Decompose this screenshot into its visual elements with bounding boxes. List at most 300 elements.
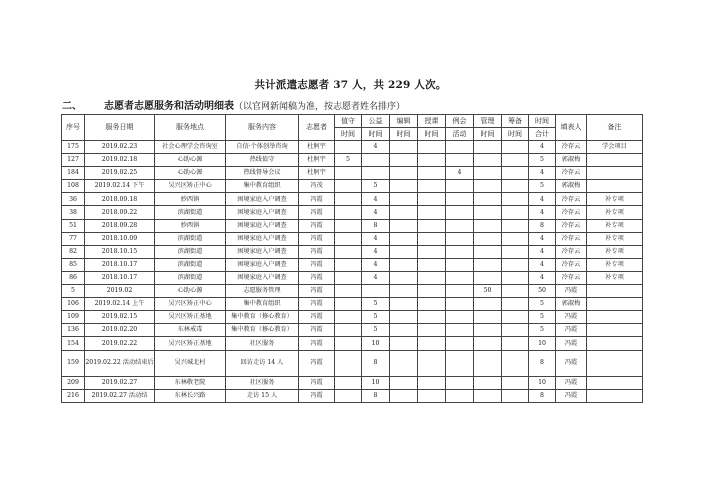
cell-public: 10 bbox=[362, 376, 390, 389]
cell-place: 滨湖街道 bbox=[155, 245, 226, 258]
cell-manage bbox=[474, 232, 502, 245]
cell-seq: 127 bbox=[62, 154, 85, 167]
cell-edit bbox=[390, 258, 418, 271]
cell-total: 4 bbox=[529, 245, 556, 258]
cell-filler: 冷存云 bbox=[556, 167, 587, 180]
cell-remark bbox=[587, 324, 643, 337]
cell-fund bbox=[502, 245, 529, 258]
cell-seq: 106 bbox=[62, 298, 85, 311]
cell-meeting bbox=[446, 376, 474, 389]
cell-public: 10 bbox=[362, 337, 390, 350]
table-row bbox=[62, 324, 643, 337]
cell-meeting bbox=[446, 258, 474, 271]
cell-filler: 冯霞 bbox=[556, 337, 587, 350]
cell-date: 2019.02.27 bbox=[85, 376, 155, 389]
cell-manage bbox=[474, 245, 502, 258]
cell-fund bbox=[502, 193, 529, 206]
cell-public: 5 bbox=[362, 324, 390, 337]
cell-total: 4 bbox=[529, 167, 556, 180]
cell-teach bbox=[418, 232, 446, 245]
cell-duty bbox=[335, 337, 362, 350]
cell-seq: 216 bbox=[62, 389, 85, 402]
table-row bbox=[62, 206, 643, 219]
table-row bbox=[62, 193, 643, 206]
cell-edit bbox=[390, 141, 418, 154]
cell-teach bbox=[418, 180, 446, 193]
cell-remark bbox=[587, 389, 643, 402]
cell-filler: 郭淑梅 bbox=[556, 180, 587, 193]
cell-fund bbox=[502, 258, 529, 271]
cell-content: 社区服务 bbox=[226, 337, 299, 350]
cell-volunteer: 冯霞 bbox=[299, 311, 335, 324]
cell-filler: 郭淑梅 bbox=[556, 298, 587, 311]
header-content: 服务内容 bbox=[226, 115, 299, 141]
header-date: 服务日期 bbox=[85, 115, 155, 141]
cell-manage bbox=[474, 337, 502, 350]
cell-duty bbox=[335, 376, 362, 389]
cell-duty bbox=[335, 389, 362, 402]
cell-meeting bbox=[446, 245, 474, 258]
cell-meeting bbox=[446, 219, 474, 232]
cell-teach bbox=[418, 311, 446, 324]
cell-teach bbox=[418, 285, 446, 298]
cell-place: 吴兴区矫正中心 bbox=[155, 298, 226, 311]
cell-content: 集中教育组织 bbox=[226, 298, 299, 311]
cell-date: 2018.10.17 bbox=[85, 258, 155, 271]
header-edit-line1: 编辑 bbox=[390, 115, 418, 128]
table-row bbox=[62, 180, 643, 193]
cell-date: 2019.02.23 bbox=[85, 141, 155, 154]
cell-fund bbox=[502, 350, 529, 376]
table-row bbox=[62, 271, 643, 284]
cell-remark: 补专项 bbox=[587, 245, 643, 258]
cell-manage: 50 bbox=[474, 285, 502, 298]
header-edit-line2: 时间 bbox=[390, 128, 418, 141]
cell-total: 5 bbox=[529, 154, 556, 167]
cell-duty bbox=[335, 298, 362, 311]
cell-teach bbox=[418, 193, 446, 206]
cell-total: 4 bbox=[529, 141, 556, 154]
cell-fund bbox=[502, 298, 529, 311]
cell-fund bbox=[502, 206, 529, 219]
cell-seq: 159 bbox=[62, 350, 85, 376]
cell-place: 东林长兴路 bbox=[155, 389, 226, 402]
cell-place: 社会心理学会咨询室 bbox=[155, 141, 226, 154]
cell-place: 滨湖街道 bbox=[155, 206, 226, 219]
cell-volunteer: 冯霞 bbox=[299, 193, 335, 206]
cell-date: 2019.02.20 bbox=[85, 324, 155, 337]
cell-remark bbox=[587, 298, 643, 311]
cell-remark bbox=[587, 350, 643, 376]
cell-date: 2018.10.15 bbox=[85, 245, 155, 258]
cell-manage bbox=[474, 154, 502, 167]
cell-total: 8 bbox=[529, 389, 556, 402]
cell-remark: 补专项 bbox=[587, 258, 643, 271]
table-row bbox=[62, 298, 643, 311]
header-place: 服务地点 bbox=[155, 115, 226, 141]
cell-edit bbox=[390, 324, 418, 337]
table-row bbox=[62, 311, 643, 324]
cell-seq: 209 bbox=[62, 376, 85, 389]
header-fund-line2: 时间 bbox=[502, 128, 529, 141]
cell-edit bbox=[390, 285, 418, 298]
cell-fund bbox=[502, 154, 529, 167]
cell-fund bbox=[502, 167, 529, 180]
cell-meeting bbox=[446, 154, 474, 167]
cell-seq: 5 bbox=[62, 285, 85, 298]
header-meeting-line2: 活动 bbox=[446, 128, 474, 141]
cell-fund bbox=[502, 232, 529, 245]
cell-fund bbox=[502, 219, 529, 232]
cell-content: 热线值守 bbox=[226, 154, 299, 167]
cell-filler: 冷存云 bbox=[556, 219, 587, 232]
cell-seq: 77 bbox=[62, 232, 85, 245]
cell-duty bbox=[335, 232, 362, 245]
cell-seq: 38 bbox=[62, 206, 85, 219]
cell-public: 8 bbox=[362, 350, 390, 376]
header-total-line1: 时间 bbox=[529, 115, 556, 128]
cell-date: 2019.02.18 bbox=[85, 154, 155, 167]
cell-place: 心助心源 bbox=[155, 285, 226, 298]
cell-fund bbox=[502, 141, 529, 154]
cell-total: 50 bbox=[529, 285, 556, 298]
section-heading bbox=[62, 97, 405, 112]
cell-teach bbox=[418, 141, 446, 154]
cell-content: 困境家庭入户调查 bbox=[226, 232, 299, 245]
cell-edit bbox=[390, 154, 418, 167]
cell-edit bbox=[390, 350, 418, 376]
cell-meeting bbox=[446, 193, 474, 206]
cell-manage bbox=[474, 206, 502, 219]
cell-remark: 补专项 bbox=[587, 193, 643, 206]
cell-date: 2019.02.25 bbox=[85, 167, 155, 180]
cell-place: 心助心源 bbox=[155, 167, 226, 180]
cell-manage bbox=[474, 324, 502, 337]
cell-public bbox=[362, 154, 390, 167]
cell-filler: 冯霞 bbox=[556, 324, 587, 337]
cell-public: 5 bbox=[362, 298, 390, 311]
cell-content: 社区服务 bbox=[226, 376, 299, 389]
table-row bbox=[62, 389, 643, 402]
cell-manage bbox=[474, 311, 502, 324]
cell-duty: 5 bbox=[335, 154, 362, 167]
header-public-line2: 时间 bbox=[362, 128, 390, 141]
cell-fund bbox=[502, 271, 529, 284]
cell-public: 4 bbox=[362, 141, 390, 154]
cell-date: 2019.02 bbox=[85, 285, 155, 298]
cell-volunteer: 杜舸宇 bbox=[299, 141, 335, 154]
cell-duty bbox=[335, 324, 362, 337]
cell-teach bbox=[418, 167, 446, 180]
cell-remark: 补专项 bbox=[587, 232, 643, 245]
cell-public: 4 bbox=[362, 232, 390, 245]
cell-fund bbox=[502, 180, 529, 193]
cell-volunteer: 冯霞 bbox=[299, 219, 335, 232]
cell-public bbox=[362, 167, 390, 180]
cell-public: 4 bbox=[362, 258, 390, 271]
cell-meeting bbox=[446, 271, 474, 284]
header-total-line2: 合计 bbox=[529, 128, 556, 141]
cell-meeting bbox=[446, 180, 474, 193]
cell-edit bbox=[390, 232, 418, 245]
cell-meeting bbox=[446, 337, 474, 350]
table-row bbox=[62, 245, 643, 258]
header-volunteer: 志愿者 bbox=[299, 115, 335, 141]
cell-teach bbox=[418, 389, 446, 402]
header-teach-line1: 授课 bbox=[418, 115, 446, 128]
cell-total: 10 bbox=[529, 337, 556, 350]
cell-volunteer: 冯霞 bbox=[299, 206, 335, 219]
cell-meeting bbox=[446, 141, 474, 154]
cell-public bbox=[362, 285, 390, 298]
cell-total: 4 bbox=[529, 232, 556, 245]
cell-remark: 补专项 bbox=[587, 219, 643, 232]
cell-edit bbox=[390, 245, 418, 258]
cell-teach bbox=[418, 337, 446, 350]
cell-filler: 冷存云 bbox=[556, 258, 587, 271]
cell-place: 滨湖街道 bbox=[155, 232, 226, 245]
cell-filler: 冯霞 bbox=[556, 376, 587, 389]
header-filler: 填表人 bbox=[556, 115, 587, 141]
cell-content: 走访 15 人 bbox=[226, 389, 299, 402]
cell-content: 集中教育组织 bbox=[226, 180, 299, 193]
cell-total: 5 bbox=[529, 311, 556, 324]
cell-teach bbox=[418, 154, 446, 167]
cell-content: 回访走访 14 人 bbox=[226, 350, 299, 376]
cell-volunteer: 冯霞 bbox=[299, 350, 335, 376]
cell-date: 2019.02.22 bbox=[85, 337, 155, 350]
cell-seq: 36 bbox=[62, 193, 85, 206]
cell-total: 4 bbox=[529, 193, 556, 206]
cell-filler: 冷存云 bbox=[556, 206, 587, 219]
cell-total: 5 bbox=[529, 180, 556, 193]
cell-duty bbox=[335, 350, 362, 376]
cell-edit bbox=[390, 193, 418, 206]
cell-total: 4 bbox=[529, 271, 556, 284]
cell-content: 困境家庭入户调查 bbox=[226, 206, 299, 219]
cell-remark bbox=[587, 311, 643, 324]
cell-remark bbox=[587, 285, 643, 298]
cell-seq: 86 bbox=[62, 271, 85, 284]
header-fund-line1: 筹备 bbox=[502, 115, 529, 128]
cell-place: 妙西镇 bbox=[155, 219, 226, 232]
cell-duty bbox=[335, 219, 362, 232]
cell-teach bbox=[418, 258, 446, 271]
cell-filler: 冷存云 bbox=[556, 271, 587, 284]
cell-manage bbox=[474, 298, 502, 311]
cell-place: 滨湖街道 bbox=[155, 258, 226, 271]
cell-date: 2018.10.09 bbox=[85, 232, 155, 245]
cell-teach bbox=[418, 219, 446, 232]
cell-volunteer: 冯茂 bbox=[299, 180, 335, 193]
cell-volunteer: 杜舸宇 bbox=[299, 167, 335, 180]
cell-manage bbox=[474, 258, 502, 271]
cell-fund bbox=[502, 324, 529, 337]
cell-meeting: 4 bbox=[446, 167, 474, 180]
cell-teach bbox=[418, 324, 446, 337]
cell-fund bbox=[502, 311, 529, 324]
cell-edit bbox=[390, 206, 418, 219]
cell-meeting bbox=[446, 285, 474, 298]
cell-remark: 补专项 bbox=[587, 206, 643, 219]
cell-total: 10 bbox=[529, 376, 556, 389]
cell-filler: 冯霞 bbox=[556, 389, 587, 402]
cell-meeting bbox=[446, 232, 474, 245]
cell-edit bbox=[390, 271, 418, 284]
cell-duty bbox=[335, 311, 362, 324]
cell-seq: 85 bbox=[62, 258, 85, 271]
cell-place: 心助心源 bbox=[155, 154, 226, 167]
cell-manage bbox=[474, 141, 502, 154]
cell-edit bbox=[390, 337, 418, 350]
cell-date: 2018.09.22 bbox=[85, 206, 155, 219]
cell-public: 8 bbox=[362, 219, 390, 232]
cell-edit bbox=[390, 376, 418, 389]
cell-public: 4 bbox=[362, 193, 390, 206]
cell-remark: 补专项 bbox=[587, 271, 643, 284]
header-public-line1: 公益 bbox=[362, 115, 390, 128]
cell-duty bbox=[335, 271, 362, 284]
cell-content: 自信·个体创举咨询 bbox=[226, 141, 299, 154]
cell-teach bbox=[418, 298, 446, 311]
cell-total: 8 bbox=[529, 350, 556, 376]
header-duty-line2: 时间 bbox=[335, 128, 362, 141]
cell-edit bbox=[390, 311, 418, 324]
cell-fund bbox=[502, 337, 529, 350]
cell-teach bbox=[418, 376, 446, 389]
cell-date: 2019.02.27 活动结 bbox=[85, 389, 155, 402]
header-manage-line1: 管理 bbox=[474, 115, 502, 128]
cell-content: 困境家庭入户调查 bbox=[226, 245, 299, 258]
cell-date: 2018.09.18 bbox=[85, 193, 155, 206]
cell-date: 2018.10.17 bbox=[85, 271, 155, 284]
cell-remark bbox=[587, 180, 643, 193]
cell-public: 4 bbox=[362, 206, 390, 219]
cell-volunteer: 冯霞 bbox=[299, 324, 335, 337]
cell-teach bbox=[418, 206, 446, 219]
cell-date: 2019.02.14 下午 bbox=[85, 180, 155, 193]
cell-filler: 冯霞 bbox=[556, 285, 587, 298]
cell-volunteer: 冯霞 bbox=[299, 232, 335, 245]
table-row bbox=[62, 258, 643, 271]
header-row bbox=[62, 115, 643, 128]
cell-remark bbox=[587, 376, 643, 389]
cell-filler: 郭淑梅 bbox=[556, 154, 587, 167]
cell-content: 热线督导会议 bbox=[226, 167, 299, 180]
table-row bbox=[62, 219, 643, 232]
cell-place: 滨湖街道 bbox=[155, 271, 226, 284]
cell-manage bbox=[474, 167, 502, 180]
header-teach-line2: 时间 bbox=[418, 128, 446, 141]
section-title: 志愿者志愿服务和活动明细表 bbox=[104, 101, 234, 112]
cell-public: 5 bbox=[362, 180, 390, 193]
cell-remark: 学会项目 bbox=[587, 141, 643, 154]
cell-edit bbox=[390, 219, 418, 232]
cell-fund bbox=[502, 376, 529, 389]
cell-seq: 154 bbox=[62, 337, 85, 350]
cell-duty bbox=[335, 206, 362, 219]
cell-volunteer: 杜舸宇 bbox=[299, 154, 335, 167]
section-number: 二、 bbox=[62, 101, 82, 112]
table-body bbox=[62, 141, 643, 403]
cell-filler: 冷存云 bbox=[556, 232, 587, 245]
cell-meeting bbox=[446, 298, 474, 311]
cell-manage bbox=[474, 376, 502, 389]
cell-duty bbox=[335, 258, 362, 271]
table-row bbox=[62, 167, 643, 180]
cell-edit bbox=[390, 298, 418, 311]
cell-total: 5 bbox=[529, 298, 556, 311]
cell-manage bbox=[474, 219, 502, 232]
cell-seq: 175 bbox=[62, 141, 85, 154]
cell-manage bbox=[474, 389, 502, 402]
cell-manage bbox=[474, 180, 502, 193]
cell-total: 4 bbox=[529, 206, 556, 219]
cell-total: 8 bbox=[529, 219, 556, 232]
cell-content: 困境家庭入户调查 bbox=[226, 193, 299, 206]
cell-place: 东林敬老院 bbox=[155, 376, 226, 389]
cell-place: 吴兴城北村 bbox=[155, 350, 226, 376]
cell-duty bbox=[335, 193, 362, 206]
cell-volunteer: 冯霞 bbox=[299, 389, 335, 402]
cell-date: 2019.02.14 上午 bbox=[85, 298, 155, 311]
cell-date: 2019.02.22 活动结束后 bbox=[85, 350, 155, 376]
cell-edit bbox=[390, 167, 418, 180]
cell-duty bbox=[335, 245, 362, 258]
cell-content: 困境家庭入户调查 bbox=[226, 271, 299, 284]
cell-meeting bbox=[446, 324, 474, 337]
cell-place: 妙西镇 bbox=[155, 193, 226, 206]
cell-filler: 冯霞 bbox=[556, 311, 587, 324]
cell-duty bbox=[335, 141, 362, 154]
cell-fund bbox=[502, 389, 529, 402]
cell-volunteer: 冯霞 bbox=[299, 258, 335, 271]
cell-public: 8 bbox=[362, 389, 390, 402]
header-duty-line1: 值守 bbox=[335, 115, 362, 128]
table-row bbox=[62, 285, 643, 298]
cell-meeting bbox=[446, 206, 474, 219]
cell-seq: 184 bbox=[62, 167, 85, 180]
cell-public: 4 bbox=[362, 271, 390, 284]
table-row bbox=[62, 232, 643, 245]
volunteer-service-table bbox=[61, 114, 643, 403]
table-row bbox=[62, 350, 643, 376]
cell-public: 5 bbox=[362, 311, 390, 324]
cell-manage bbox=[474, 350, 502, 376]
header-meeting-line1: 例会 bbox=[446, 115, 474, 128]
section-note: （以官网新闻稿为准，按志愿者姓名排序） bbox=[234, 102, 406, 112]
cell-manage bbox=[474, 193, 502, 206]
cell-volunteer: 冯霞 bbox=[299, 285, 335, 298]
table-row bbox=[62, 141, 643, 154]
cell-edit bbox=[390, 389, 418, 402]
cell-filler: 冯霞 bbox=[556, 350, 587, 376]
cell-meeting bbox=[446, 350, 474, 376]
cell-meeting bbox=[446, 311, 474, 324]
cell-duty bbox=[335, 180, 362, 193]
cell-filler: 冷存云 bbox=[556, 141, 587, 154]
cell-public: 4 bbox=[362, 245, 390, 258]
cell-volunteer: 冯霞 bbox=[299, 245, 335, 258]
header-manage-line2: 时间 bbox=[474, 128, 502, 141]
cell-content: 困境家庭入户调查 bbox=[226, 219, 299, 232]
cell-seq: 108 bbox=[62, 180, 85, 193]
cell-fund bbox=[502, 285, 529, 298]
cell-volunteer: 冯霞 bbox=[299, 337, 335, 350]
cell-volunteer: 冯霞 bbox=[299, 298, 335, 311]
cell-content: 集中教育（修心教育） bbox=[226, 311, 299, 324]
header-seq: 序号 bbox=[62, 115, 85, 141]
